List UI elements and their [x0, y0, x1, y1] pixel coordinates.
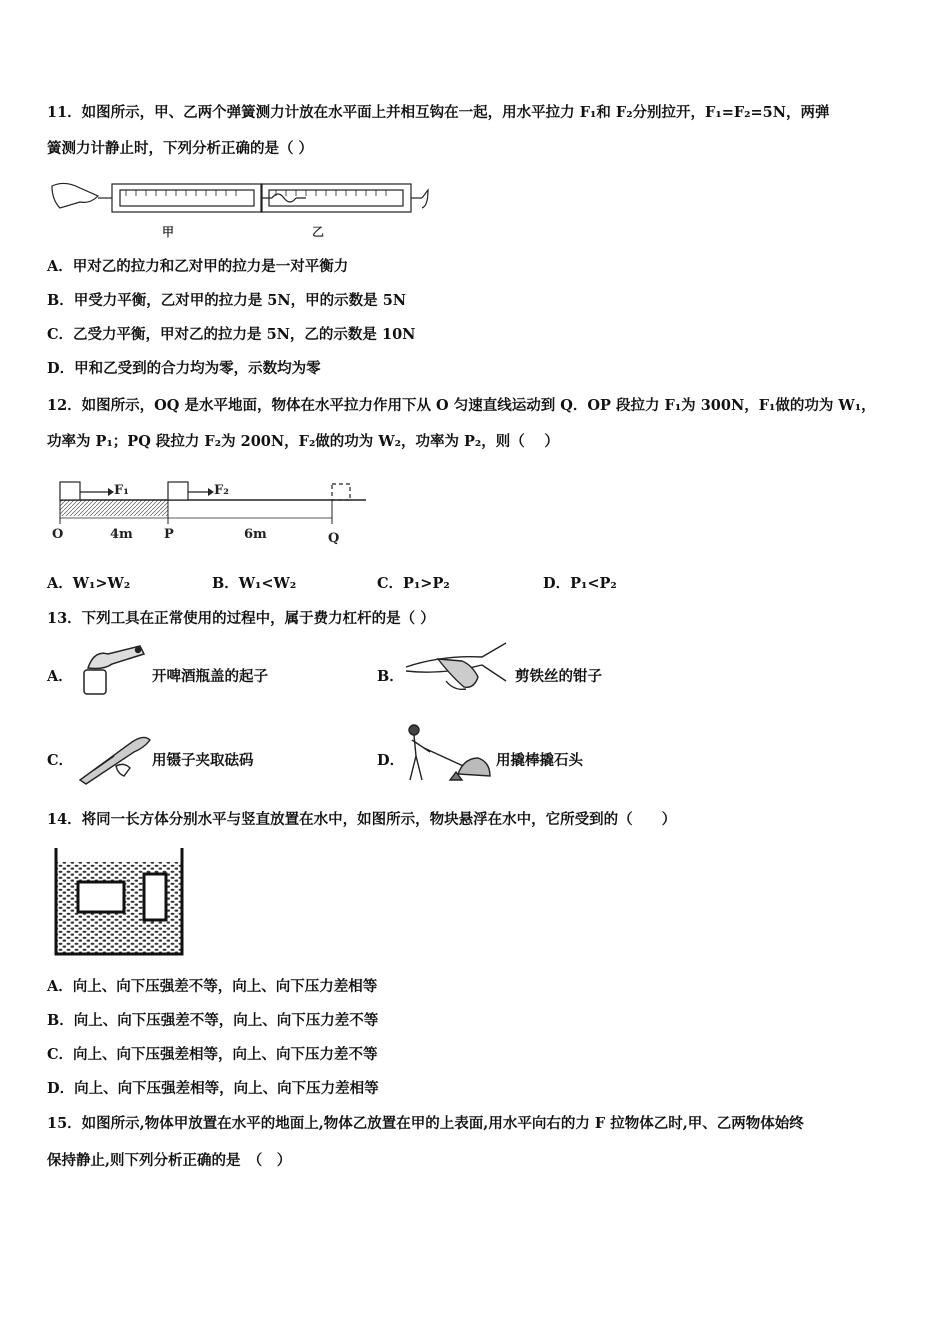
q12-stem-line2: 功率为 P₁；PQ 段拉力 F₂为 200N，F₂做的功为 W₂，功率为 P₂，则（ ）: [47, 433, 559, 450]
q13-option-c-text: 用镊子夹取砝码: [152, 752, 254, 769]
q13-stem-line1: 13．下列工具在正常使用的过程中，属于费力杠杆的是（ ）: [47, 610, 435, 627]
q11-spring-scales-figure: [50, 178, 430, 242]
q11-stem-line1: 11．如图所示，甲、乙两个弹簧测力计放在水平面上并相互钩在一起，用水平拉力 F₁和 F₂分别拉开，F₁=F₂=5N，两弹: [47, 104, 830, 121]
q14-water-tank-figure: [50, 846, 188, 960]
label-f1: F₁: [114, 483, 129, 498]
crowbar-lifting-stone-icon: [400, 722, 495, 784]
left-hand-icon: [52, 183, 98, 208]
label-q: Q: [328, 531, 340, 546]
q13-option-c-letter: C．: [47, 752, 74, 769]
label-p: P: [164, 527, 174, 542]
tweezers-icon: [74, 726, 154, 786]
q12-option-b: B．W₁<W₂: [212, 575, 297, 592]
q12-motion-figure: [52, 478, 372, 546]
q12-option-a: A．W₁>W₂: [47, 575, 131, 592]
q13-option-d-text: 用撬棒撬石头: [496, 752, 583, 769]
vertical-block: [144, 874, 166, 920]
q13-option-b-text: 剪铁丝的钳子: [515, 668, 602, 685]
horizontal-block: [78, 882, 124, 912]
q11-option-c: C．乙受力平衡，甲对乙的拉力是 5N，乙的示数是 10N: [47, 326, 416, 343]
q14-option-b: B．向上、向下压强差不等，向上、向下压力差不等: [47, 1012, 379, 1029]
q12-option-c: C．P₁>P₂: [377, 575, 450, 592]
q14-option-a: A．向上、向下压强差不等，向上、向下压力差相等: [47, 978, 378, 995]
q13-option-a-letter: A．: [47, 668, 73, 685]
q11-stem-line2: 簧测力计静止时，下列分析正确的是（ ）: [47, 140, 314, 157]
q12-stem-line1: 12．如图所示，OQ 是水平地面，物体在水平拉力作用下从 O 匀速直线运动到 Q．OP 段拉力 F₁为 300N，F₁做的功为 W₁，: [47, 397, 876, 414]
q11-option-b: B．甲受力平衡，乙对甲的拉力是 5N，甲的示数是 5N: [47, 292, 407, 309]
block-at-q: [332, 484, 350, 500]
q13-option-b-letter: B．: [377, 668, 404, 685]
label-4m: 4m: [110, 527, 133, 542]
q14-option-d: D．向上、向下压强差相等，向上、向下压力差相等: [47, 1080, 379, 1097]
bottle-opener-icon: [78, 640, 148, 696]
label-f2: F₂: [214, 483, 229, 498]
q13-option-d-letter: D．: [377, 752, 405, 769]
q12-option-d: D．P₁<P₂: [543, 575, 617, 592]
q15-stem-line2: 保持静止,则下列分析正确的是 （ ）: [47, 1152, 292, 1169]
q11-option-d: D．甲和乙受到的合力均为零，示数均为零: [47, 360, 321, 377]
scale-jia: [112, 184, 262, 212]
q15-stem-line1: 15．如图所示,物体甲放置在水平的地面上,物体乙放置在甲的上表面,用水平向右的力 F 拉物体乙时,甲、乙两物体始终: [47, 1115, 804, 1132]
label-o: O: [52, 527, 64, 542]
q13-option-a-text: 开啤酒瓶盖的起子: [152, 668, 268, 685]
block-at-p: [168, 482, 188, 500]
q14-stem-line1: 14．将同一长方体分别水平与竖直放置在水中，如图所示，物块悬浮在水中，它所受到的（ ）: [47, 811, 677, 828]
label-jia: 甲: [162, 225, 175, 239]
label-6m: 6m: [244, 527, 267, 542]
q11-option-a: A．甲对乙的拉力和乙对甲的拉力是一对平衡力: [47, 258, 349, 275]
q14-option-c: C．向上、向下压强差相等，向上、向下压力差不等: [47, 1046, 378, 1063]
wire-cutter-pliers-icon: [402, 637, 512, 695]
block-at-o: [60, 482, 80, 500]
right-hand-icon: [422, 190, 428, 208]
label-yi: 乙: [312, 225, 325, 239]
